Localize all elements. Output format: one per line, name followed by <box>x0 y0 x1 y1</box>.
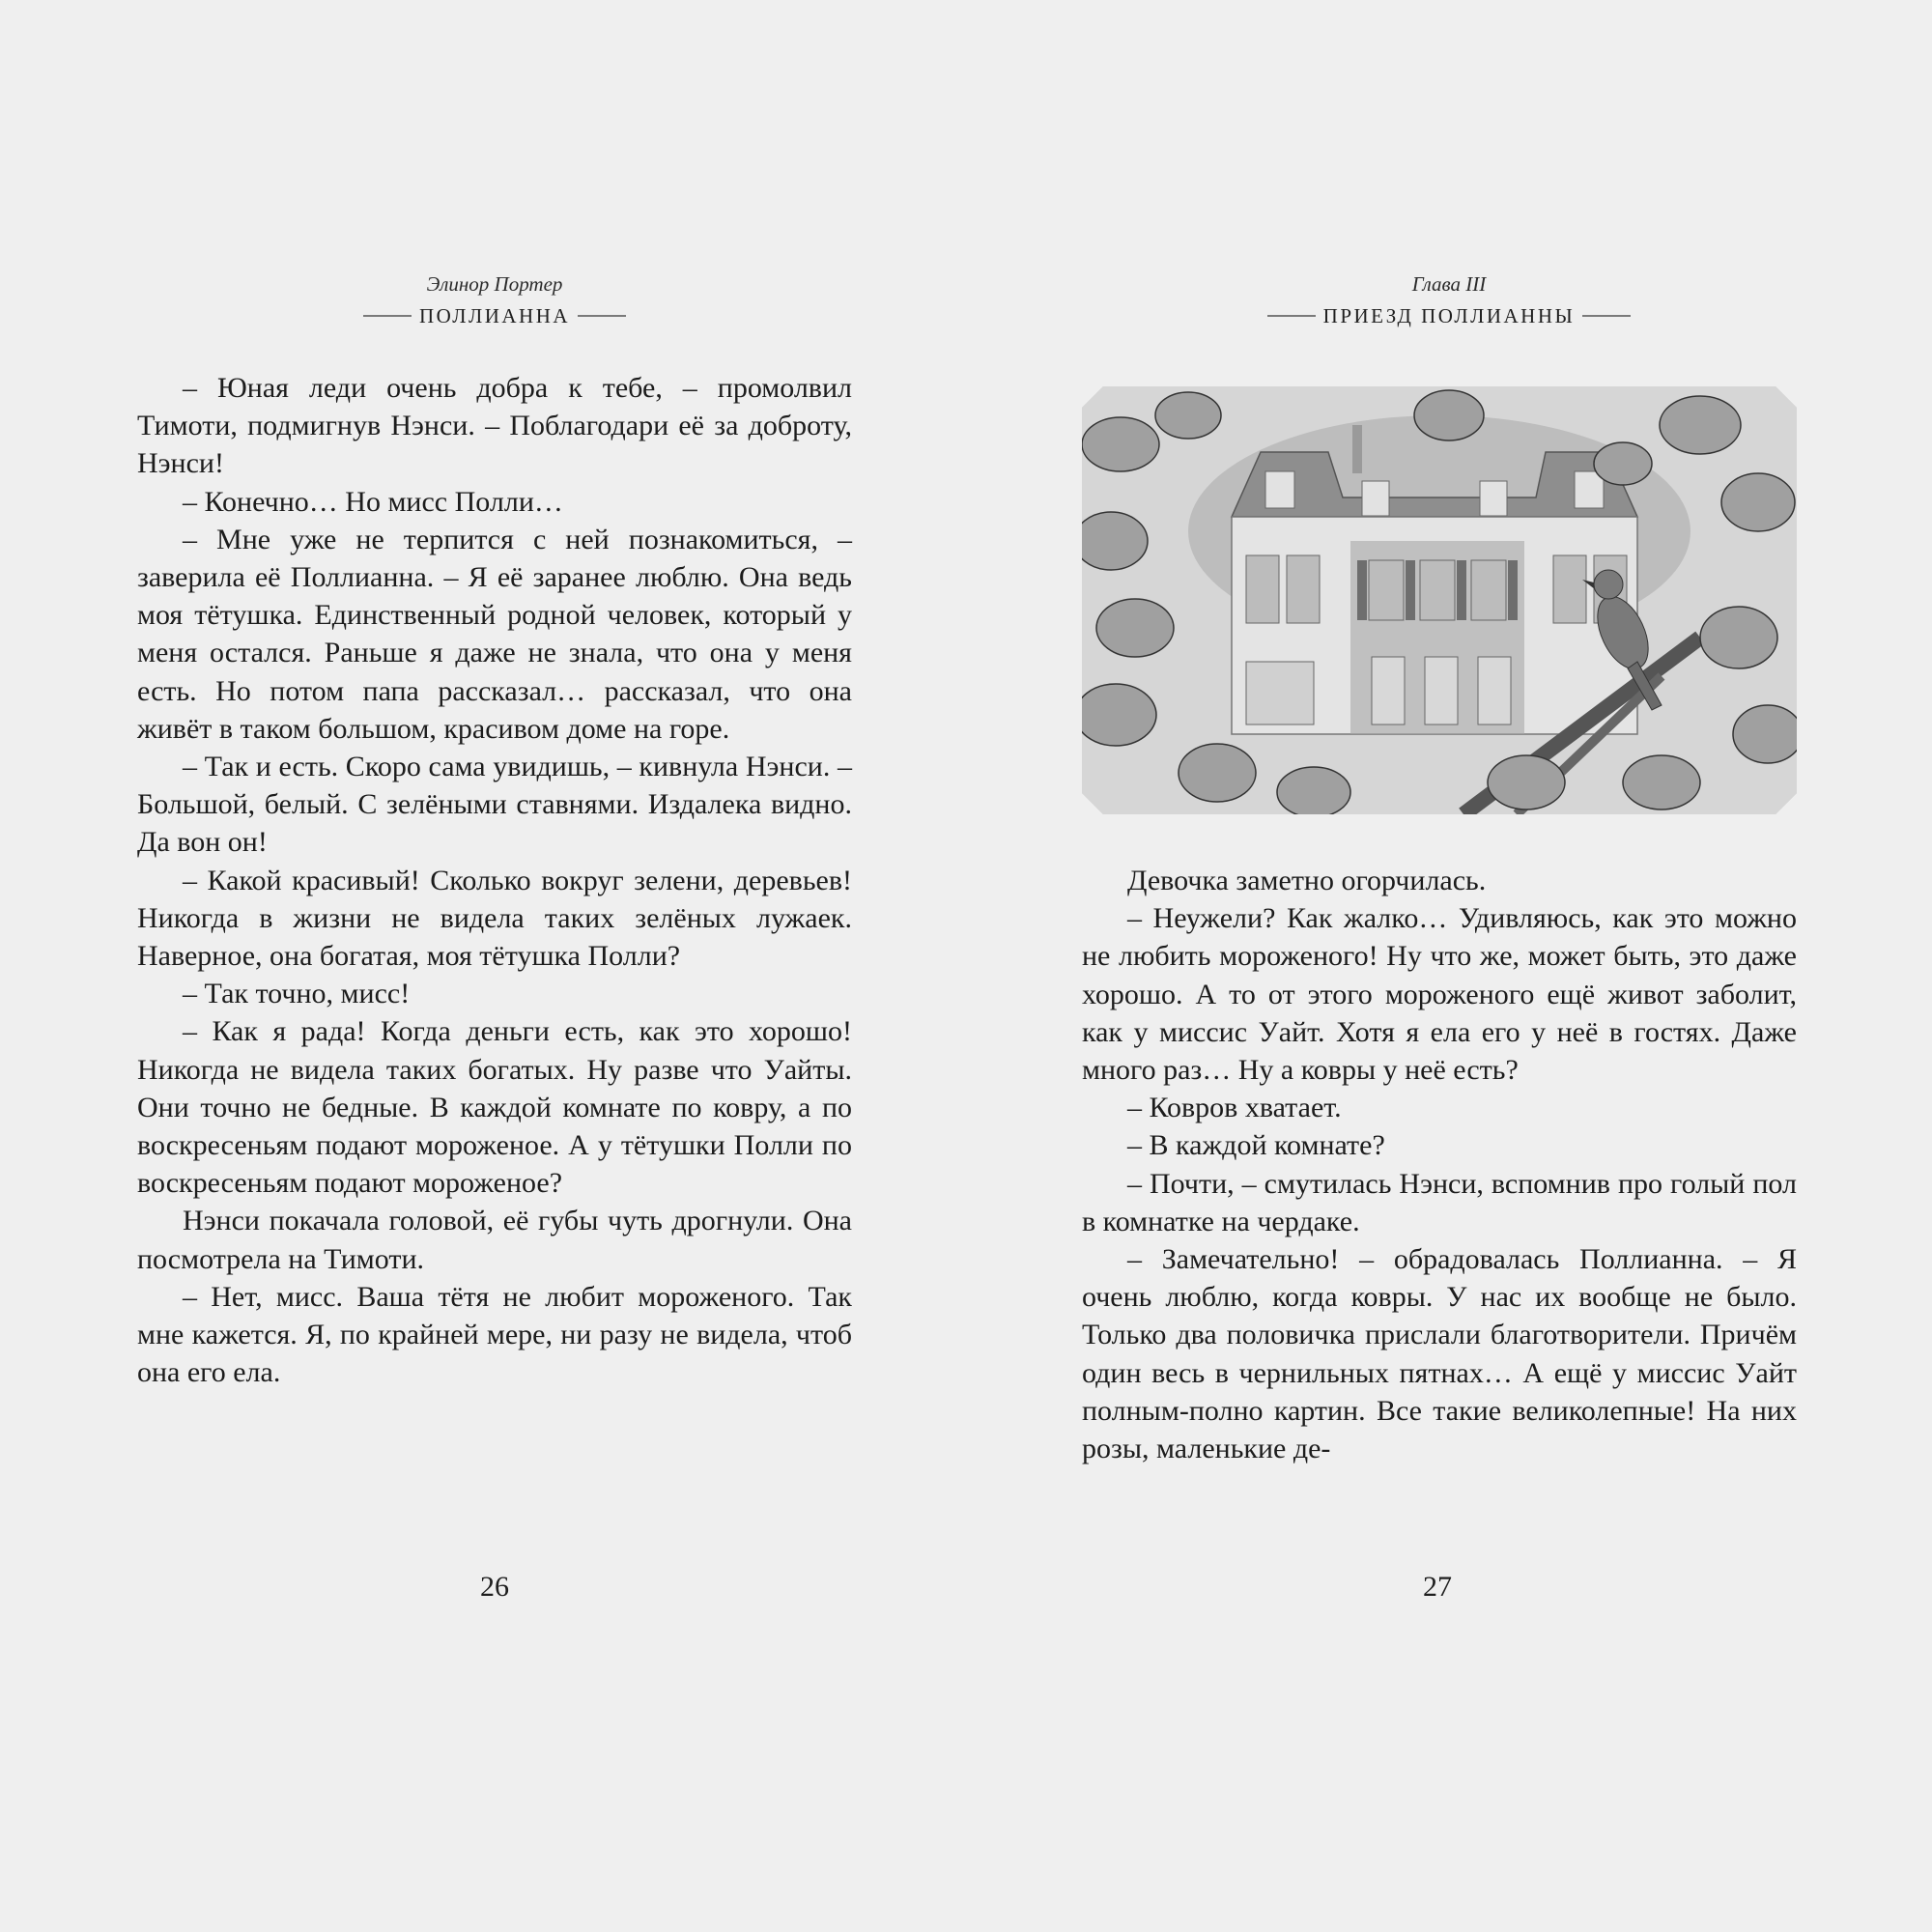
page-number: 26 <box>480 1571 509 1603</box>
chapter-title <box>966 298 1932 333</box>
paragraph: – Конечно… Но мисс Полли… <box>183 485 563 518</box>
paragraph: – Почти, – смутилась Нэнси, вспомнив про голый пол в комнатке на чердаке. <box>1082 1167 1797 1237</box>
right-page <box>966 0 1932 1932</box>
book-title-text: ПОЛЛИАННА <box>418 304 571 327</box>
paragraph: Девочка заметно огорчилась. <box>1127 865 1487 896</box>
chapter-label: Глава III <box>1411 272 1487 296</box>
paragraph: – Юная леди очень добра к тебе, – промолвил Тимоти, подмигнув Нэнси. – Поблагодари её за доброту, Нэнси! <box>137 372 852 480</box>
body-text <box>1082 862 1797 1467</box>
paragraph: – В каждой комнате? <box>1127 1129 1385 1162</box>
paragraph: – Нет, мисс. Ваша тётя не любит мороженого. Так мне кажется. Я, по крайней мере, ни разу не видела, чтоб она его ела. <box>137 1280 852 1389</box>
chapter-title-text: ПРИЕЗД ПОЛЛИАННЫ <box>1322 304 1576 327</box>
paragraph: – Неужели? Как жалко… Удивляюсь, как это можно не любить мороженого! Ну что же, может быть, это даже хорошо. А то от этого мороженого ещё живот заболит, как у миссис Уайт. Хотя я ела его у неё в гостях. Даже много раз… Ну а ковры у неё есть? <box>1082 902 1797 1087</box>
chapter-illustration <box>1082 386 1797 814</box>
rule-right <box>578 315 626 317</box>
house-bird-illustration-icon <box>1082 386 1797 814</box>
paragraph: – Мне уже не терпится с ней познакомиться, – заверила её Поллианна. – Я её заранее люблю. Она ведь моя тётушка. Единственный родной человек, который у меня остался. Раньше я даже не знала, что она у меня есть. Но потом папа рассказал… рассказал, что она живёт в таком большом, красивом доме на горе. <box>137 523 852 745</box>
author-name: Элинор Портер <box>426 272 563 296</box>
paragraph: – Ковров хватает. <box>1127 1092 1342 1124</box>
page-number: 27 <box>1423 1571 1452 1603</box>
rule-right <box>1582 315 1631 317</box>
paragraph: – Какой красивый! Сколько вокруг зелени, деревьев! Никогда в жизни не видела таких зелёных лужаек. Наверное, она богатая, моя тётушка Полли? <box>137 864 852 973</box>
body-text <box>137 369 852 1391</box>
paragraph: Нэнси покачала головой, её губы чуть дрогнули. Она посмотрела на Тимоти. <box>137 1205 852 1275</box>
rule-left <box>1267 315 1316 317</box>
paragraph: – Как я рада! Когда деньги есть, как это хорошо! Никогда не видела таких богатых. Ну разве что Уайты. Они точно не бедные. В каждой комнате по ковру, а по воскресеньям подают мороженое. А у тётушки Полли по воскресеньям подают мороженое? <box>137 1015 852 1200</box>
running-head <box>966 270 1932 333</box>
paragraph: – Так точно, мисс! <box>183 978 411 1010</box>
paragraph: – Так и есть. Скоро сама увидишь, – кивнула Нэнси. – Большой, белый. С зелёными ставнями. Издалека видно. Да вон он! <box>137 751 852 859</box>
paragraph: – Замечательно! – обрадовалась Поллианна. – Я очень люблю, когда ковры. У нас их вообще не было. Только два половичка прислали благотворители. Причём один весь в чернильных пятнах… А ещё у миссис Уайт полным-полно картин. Все такие великолепные! На них розы, маленькие де- <box>1082 1243 1797 1465</box>
rule-left <box>363 315 412 317</box>
